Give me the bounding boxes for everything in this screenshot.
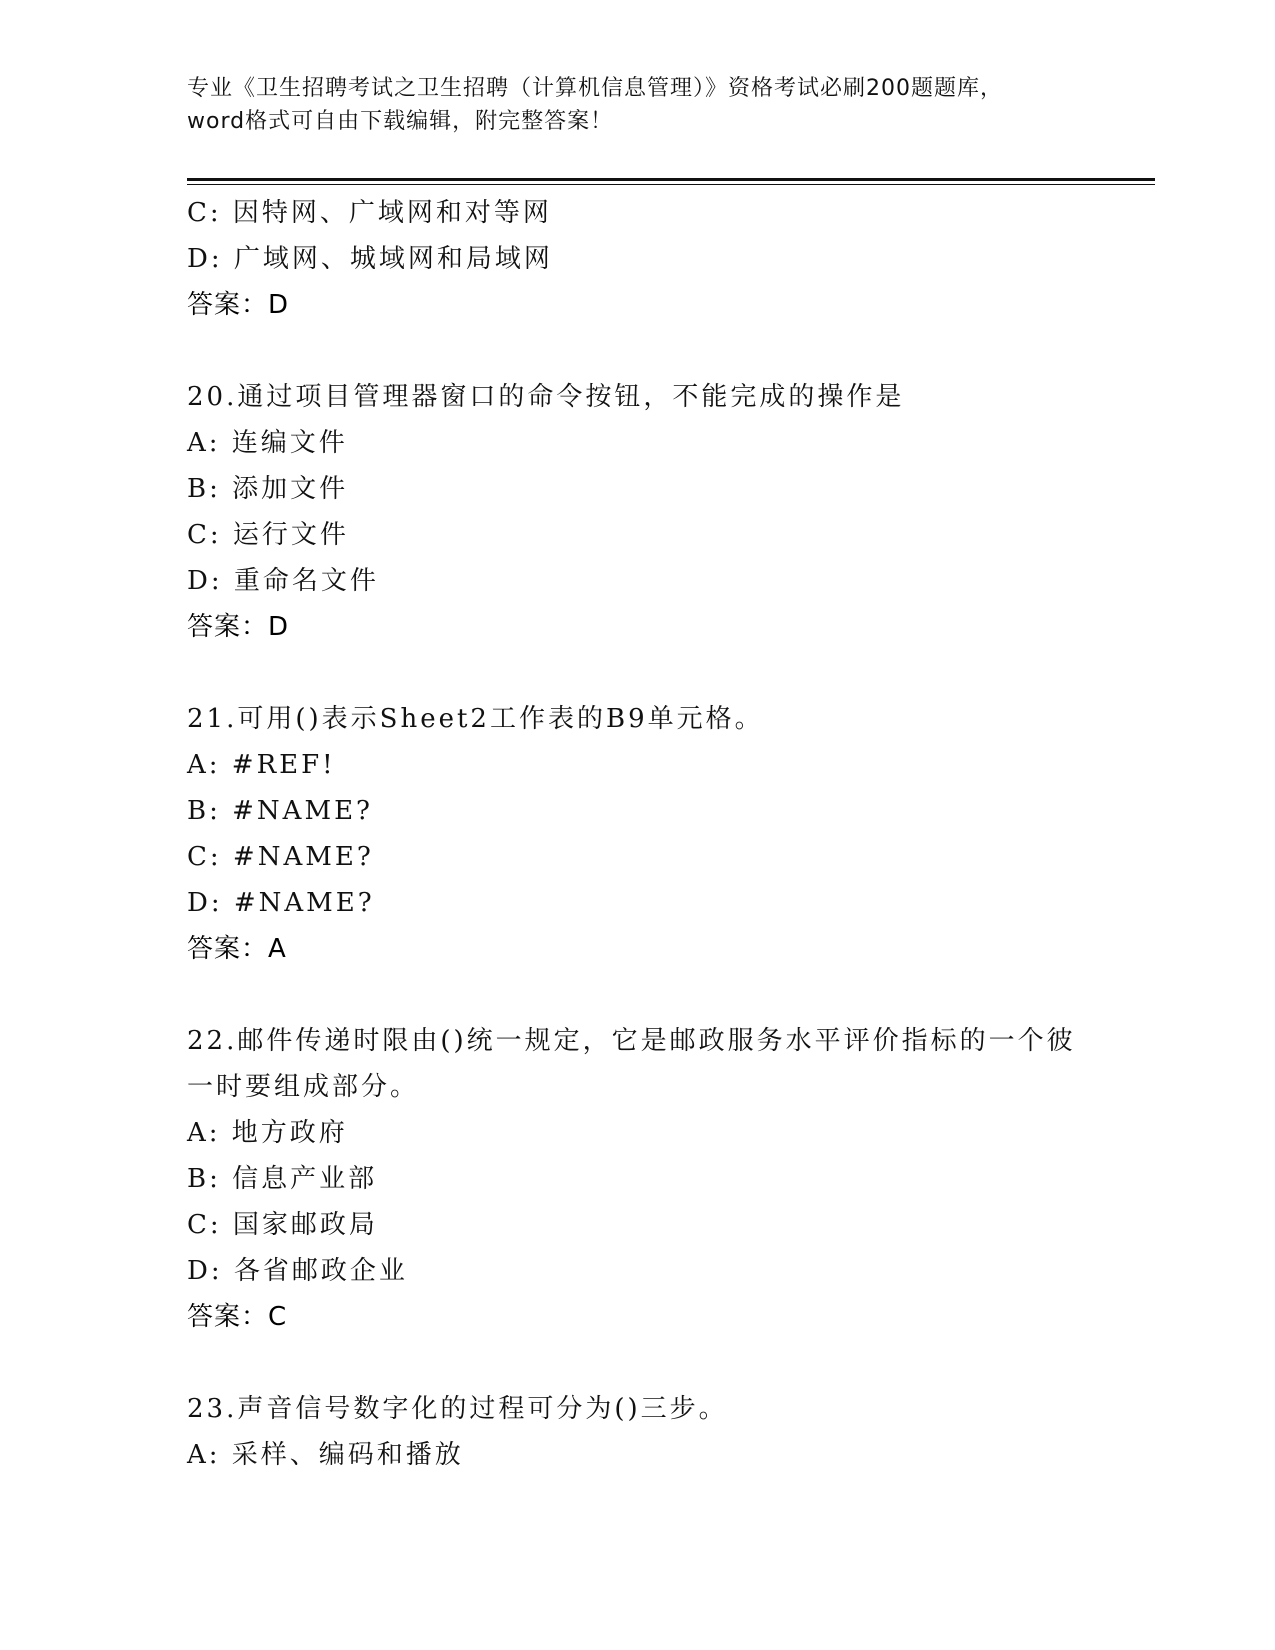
option-a: A: 地方政府 [187,1118,348,1148]
option-c: C: 运行文件 [187,520,349,550]
answer-line: 答案：A [187,934,287,964]
question-22 [187,1018,1087,1340]
question-text: 23.声音信号数字化的过程可分为()三步。 [187,1394,728,1424]
header-title-line-1: 专业《卫生招聘考试之卫生招聘（计算机信息管理）》资格考试必刷200题题库， [187,76,1003,101]
option-d: D: 广域网、城域网和局域网 [187,244,553,274]
question-21 [187,696,1087,972]
spacer [187,650,1087,696]
answer-line: 答案：C [187,1302,288,1332]
option-d: D: #NAME? [187,888,375,918]
question-23 [187,1386,1087,1478]
option-c: C: 因特网、广域网和对等网 [187,198,552,228]
question-list [187,190,1087,1478]
spacer [187,972,1087,1018]
spacer [187,328,1087,374]
document-header [187,72,1087,138]
option-b: B: 添加文件 [187,474,349,504]
answer-line: 答案：D [187,612,290,642]
option-c: C: 国家邮政局 [187,1210,378,1240]
option-d: D: 重命名文件 [187,566,379,596]
header-divider-thick [187,178,1155,181]
option-c: C: #NAME? [187,842,374,872]
spacer [187,1340,1087,1386]
option-a: A: 连编文件 [187,428,348,458]
question-text-line-2: 一时要组成部分。 [187,1072,420,1102]
header-title-line-2: word格式可自由下载编辑，附完整答案！ [187,109,614,134]
question-text-line-1: 22.邮件传递时限由()统一规定，它是邮政服务水平评价指标的一个彼 [187,1026,1076,1056]
option-b: B: #NAME? [187,796,373,826]
question-text: 21.可用()表示Sheet2工作表的B9单元格。 [187,704,764,734]
option-b: B: 信息产业部 [187,1164,378,1194]
option-a: A: #REF! [187,750,336,780]
question-text: 20.通过项目管理器窗口的命令按钮，不能完成的操作是 [187,382,905,412]
header-divider-thin [187,184,1155,185]
question-20 [187,374,1087,650]
question-19-fragment [187,190,1087,328]
answer-line: 答案：D [187,290,290,320]
option-a: A: 采样、编码和播放 [187,1440,464,1470]
option-d: D: 各省邮政企业 [187,1256,408,1286]
